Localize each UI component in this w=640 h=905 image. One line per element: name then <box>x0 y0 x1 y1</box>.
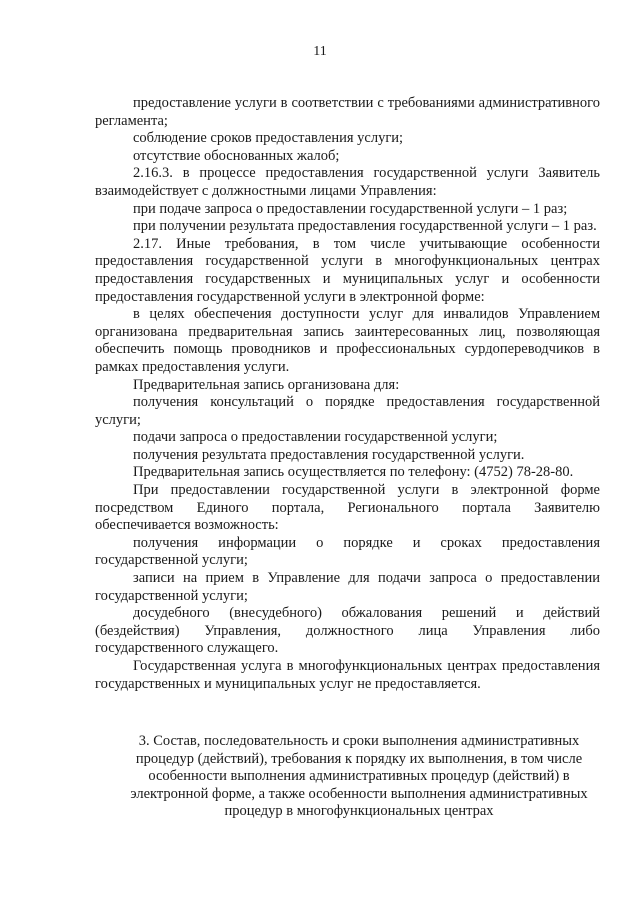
paragraph: отсутствие обоснованных жалоб; <box>133 147 340 164</box>
paragraph: Государственная услуга в многофункциональных центрах предоставления государственных и муниципальных услуг не предоставляется. <box>95 658 600 692</box>
heading-line: процедур (действий), требования к порядку их выполнения, в том числе <box>135 750 583 767</box>
paragraph: 2.17. Иные требования, в том числе учитывающие особенности предоставления государственной услуги в многофункциональных центрах предоставления государственных и муниципальных услуг и особенности предоставления государственной услуги в электронной форме: <box>95 235 600 305</box>
paragraph: При предоставлении государственной услуги в электронной форме посредством Единого портала, Регионального портала Заявителю обеспечивается возможность: <box>95 482 600 534</box>
paragraph: при получении результата предоставления государственной услуги – 1 раз. <box>133 218 597 235</box>
heading-line: электронной форме, а также особенности выполнения административных <box>130 785 588 802</box>
paragraph: получения информации о порядке и сроках предоставления государственной услуги; <box>95 534 600 569</box>
paragraph: предоставление услуги в соответствии с требованиями административного регламента; <box>95 95 600 129</box>
paragraph: записи на прием в Управление для подачи запроса о предоставлении государственной услуги; <box>95 570 600 604</box>
paragraph: Предварительная запись осуществляется по телефону: (4752) 78-28-80. <box>133 464 574 481</box>
paragraph: при подаче запроса о предоставлении государственной услуги – 1 раз; <box>133 200 568 217</box>
paragraph: соблюдение сроков предоставления услуги; <box>133 130 404 147</box>
body-text <box>95 95 600 693</box>
section-heading <box>118 733 600 821</box>
paragraph: подачи запроса о предоставлении государственной услуги; <box>133 429 498 446</box>
page-number: 11 <box>313 44 327 59</box>
paragraph: Предварительная запись организована для: <box>133 376 400 393</box>
paragraph: получения консультаций о порядке предоставления государственной услуги; <box>95 394 600 428</box>
heading-line: особенности выполнения административных процедур (действий) в <box>148 768 570 785</box>
heading-line: 3. Состав, последовательность и сроки выполнения административных <box>138 733 580 749</box>
paragraph: в целях обеспечения доступности услуг для инвалидов Управлением организована предварительная запись заинтересованных лиц, позволяющая обеспечить помощь проводников и профессиональных сурдопереводчиков в рамках предоставления услуги. <box>95 306 600 375</box>
paragraph: получения результата предоставления государственной услуги. <box>133 446 525 463</box>
heading-line: процедур в многофункциональных центрах <box>224 803 494 820</box>
paragraph: 2.16.3. в процессе предоставления государственной услуги Заявитель взаимодействует с должностными лицами Управления: <box>95 165 600 199</box>
paragraph: досудебного (внесудебного) обжалования решений и действий (бездействия) Управления, должностного лица Управления либо государственного служащего. <box>95 605 600 657</box>
